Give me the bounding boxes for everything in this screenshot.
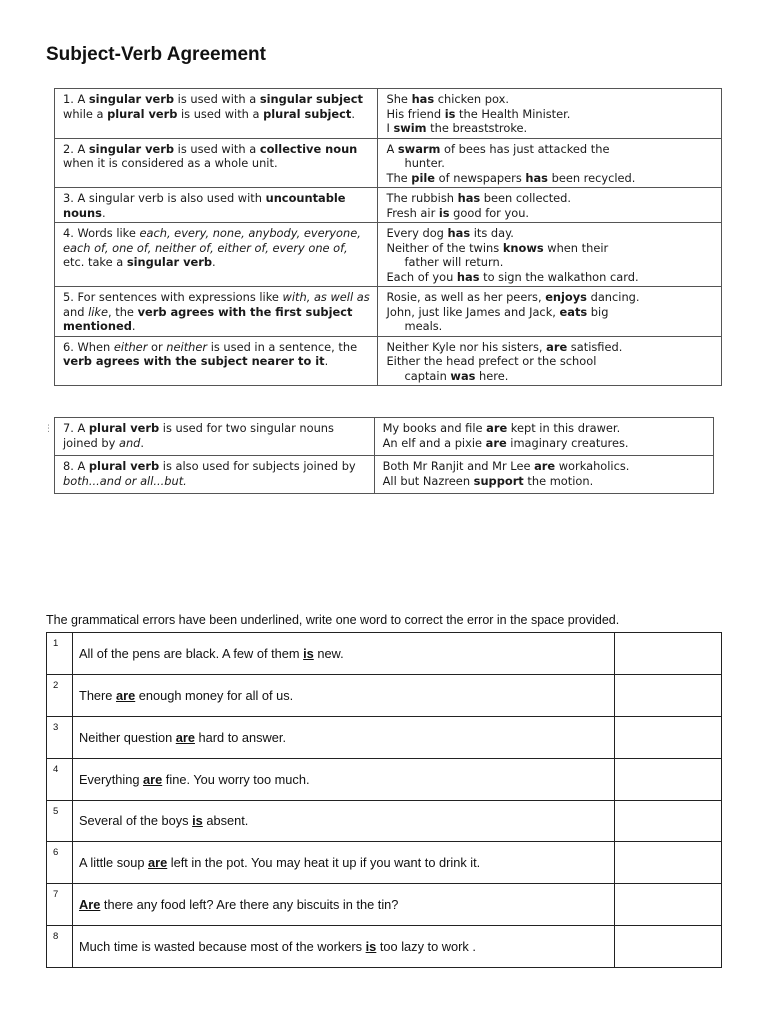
example-part: support xyxy=(473,473,524,488)
example-sentence xyxy=(386,290,715,305)
example-part: when their xyxy=(543,240,609,255)
rule-text-part: is used in a sentence, the xyxy=(207,339,358,354)
rule-text-part: neither xyxy=(166,339,208,354)
example-part: Every dog xyxy=(386,226,448,240)
sentence-part: there any food left? Are there any biscuits in the tin? xyxy=(100,897,399,913)
rule-text-part: 3. A singular verb is also used with xyxy=(63,191,266,205)
example-part: been collected. xyxy=(480,191,572,205)
sentence-part: Much time is wasted because most of the workers xyxy=(79,939,366,955)
answer-box[interactable] xyxy=(615,674,722,716)
example-part: Rosie, as well as her peers, xyxy=(386,290,546,304)
rule-text-part: plural subject xyxy=(263,106,352,121)
rule-text-part: while a xyxy=(63,106,108,121)
example-part: the breaststroke. xyxy=(426,121,528,135)
example-sentence xyxy=(386,241,715,256)
example-part: is xyxy=(438,205,450,220)
example-part: eats xyxy=(559,304,588,319)
example-sentence xyxy=(386,156,715,171)
answer-box[interactable] xyxy=(615,716,722,758)
answer-box[interactable] xyxy=(615,758,722,800)
example-part: good for you. xyxy=(449,205,530,220)
example-part: chicken pox. xyxy=(434,92,509,106)
example-sentence xyxy=(386,270,715,285)
exercise-instruction: The grammatical errors have been underlined, write one word to correct the error in the space provided. xyxy=(46,613,620,627)
answer-box[interactable] xyxy=(615,926,722,968)
underlined-error-word: is xyxy=(192,813,203,829)
page-title: Subject-Verb Agreement xyxy=(46,44,266,65)
rule-text-part: is used with a xyxy=(177,106,264,121)
rule-text xyxy=(55,188,378,223)
example-sentence xyxy=(386,171,715,186)
example-part: are xyxy=(486,421,508,435)
rule-text-part: is also used for subjects joined by xyxy=(159,459,356,473)
rules-table-1-row xyxy=(55,336,722,386)
underlined-error-word: is xyxy=(303,645,314,661)
example-sentence xyxy=(386,121,715,136)
rule-text-part: singular verb xyxy=(126,255,213,269)
example-part: are xyxy=(485,435,507,450)
rules-table-2-body xyxy=(55,418,714,494)
rule-text xyxy=(55,336,378,386)
question-number: 2 xyxy=(47,674,73,716)
example-part: swim xyxy=(393,121,427,135)
question-sentence xyxy=(73,926,615,968)
example-part: Each of you xyxy=(386,269,457,284)
question-number: 5 xyxy=(47,800,73,842)
underlined-error-word: are xyxy=(116,687,136,703)
question-number: 4 xyxy=(47,758,73,800)
example-part: satisfied. xyxy=(567,339,623,354)
rule-text-part: 7. A xyxy=(63,421,89,435)
question-number: 8 xyxy=(47,926,73,968)
example-part: is xyxy=(444,106,456,121)
example-part: An elf and a pixie xyxy=(382,435,486,450)
exercise-row xyxy=(47,800,722,842)
rule-examples xyxy=(378,223,722,287)
answer-box[interactable] xyxy=(615,842,722,884)
example-part: The xyxy=(386,170,412,185)
example-sentence xyxy=(386,354,715,369)
rule-examples xyxy=(378,138,722,188)
rule-text-part: when it is considered as a whole unit. xyxy=(63,156,278,170)
exercise-row xyxy=(47,884,722,926)
answer-box[interactable] xyxy=(615,884,722,926)
sentence-part: Everything xyxy=(79,771,144,787)
example-part: Either the head prefect or the school xyxy=(386,354,597,368)
example-part: All but Nazreen xyxy=(382,473,474,488)
rule-text-part: uncountable nouns xyxy=(63,191,346,220)
example-part: has xyxy=(411,92,435,106)
example-part: kept in this drawer. xyxy=(507,421,621,435)
exercise-row xyxy=(47,926,722,968)
rules-table-1-row xyxy=(55,223,722,287)
sentence-part: Neither question xyxy=(79,729,176,745)
rule-text-part: . xyxy=(101,205,106,220)
underlined-error-word: are xyxy=(175,729,195,745)
question-sentence xyxy=(73,716,615,758)
example-part: are xyxy=(546,339,568,354)
rule-text-part: . xyxy=(351,106,355,121)
example-sentence xyxy=(386,191,715,206)
rule-examples xyxy=(378,336,722,386)
question-sentence xyxy=(73,758,615,800)
rule-text-part: 6. When xyxy=(63,339,114,354)
question-number: 3 xyxy=(47,716,73,758)
sentence-part: new. xyxy=(313,645,344,661)
rules-table-1-row xyxy=(55,138,722,188)
rule-text-part: both...and or all...but. xyxy=(63,473,187,488)
rule-text-part: 1. A xyxy=(63,92,89,106)
exercise-row xyxy=(47,842,722,884)
example-sentence xyxy=(386,142,715,157)
rule-text-part: . xyxy=(131,319,136,333)
exercise-row xyxy=(47,716,722,758)
example-sentence xyxy=(386,305,715,320)
example-part: has xyxy=(456,269,480,284)
example-part: are xyxy=(534,459,556,473)
example-part: Fresh air xyxy=(386,205,439,220)
rule-examples xyxy=(374,418,713,456)
example-part: father will return. xyxy=(404,255,504,269)
question-sentence xyxy=(73,674,615,716)
sentence-part: too lazy to work . xyxy=(376,939,476,955)
margin-mark: ⋮ xyxy=(44,424,53,434)
rule-text-part: 8. A xyxy=(63,459,89,473)
example-part: of newspapers xyxy=(435,170,526,185)
example-part: Neither Kyle nor his sisters, xyxy=(386,339,547,354)
underlined-error-word: are xyxy=(143,771,163,787)
rule-text-part: plural verb xyxy=(88,421,160,435)
example-part: big xyxy=(587,304,609,319)
example-part: Both Mr Ranjit and Mr Lee xyxy=(382,459,535,473)
rule-text-part: collective noun xyxy=(259,141,358,156)
question-sentence xyxy=(73,800,615,842)
rule-text xyxy=(55,138,378,188)
rules-table-2 xyxy=(54,417,714,494)
example-part: swarm xyxy=(397,141,441,156)
rule-examples xyxy=(378,287,722,337)
rule-text-part: . xyxy=(212,255,216,269)
example-part: dancing. xyxy=(586,290,640,304)
example-part: hunter. xyxy=(404,156,445,170)
example-part: the Health Minister. xyxy=(455,106,571,121)
example-part: of bees has just attacked the xyxy=(440,141,610,156)
question-sentence xyxy=(73,884,615,926)
rule-examples xyxy=(378,188,722,223)
rule-text xyxy=(55,456,375,494)
rule-text-part: or xyxy=(147,339,167,354)
example-sentence xyxy=(386,369,715,384)
sentence-part: fine. You worry too much. xyxy=(162,771,310,787)
exercise-table xyxy=(46,632,722,968)
rule-text-part: with, as well as xyxy=(282,290,370,304)
rule-examples xyxy=(378,89,722,139)
example-part: I xyxy=(386,121,394,135)
rule-text-part: plural verb xyxy=(88,459,160,473)
sentence-part: absent. xyxy=(202,813,249,829)
example-sentence xyxy=(383,459,707,474)
example-part: meals. xyxy=(404,319,443,333)
question-number: 6 xyxy=(47,842,73,884)
underlined-error-word: is xyxy=(365,939,377,955)
example-part: here. xyxy=(475,368,509,383)
rule-text xyxy=(55,223,378,287)
question-number: 1 xyxy=(47,633,73,675)
example-part: to sign the walkathon card. xyxy=(479,269,639,284)
example-sentence xyxy=(386,340,715,355)
sentence-part: left in the pot. You may heat it up if you want to drink it. xyxy=(167,855,481,871)
example-part: the motion. xyxy=(523,473,594,488)
underlined-error-word: Are xyxy=(79,897,101,913)
question-sentence xyxy=(73,633,615,675)
rule-text xyxy=(55,287,378,337)
example-sentence xyxy=(386,92,715,107)
rules-table-2-row xyxy=(55,456,714,494)
exercise-row xyxy=(47,674,722,716)
example-part: She xyxy=(386,92,412,106)
example-part: has xyxy=(525,170,548,185)
rule-text-part: is used for two singular nouns joined by xyxy=(63,421,334,450)
example-part: imaginary creatures. xyxy=(506,435,629,450)
example-part: My books and file xyxy=(382,421,487,435)
example-sentence xyxy=(386,255,715,270)
rule-text-part: verb agrees with the first subject mentioned xyxy=(63,304,353,333)
sentence-part: enough money for all of us. xyxy=(135,687,294,703)
sentence-part: A little soup xyxy=(79,855,149,871)
sentence-part: There xyxy=(79,687,116,703)
rule-text xyxy=(55,89,378,139)
example-sentence xyxy=(386,107,715,122)
example-sentence xyxy=(383,436,707,451)
example-part: John, just like James and Jack, xyxy=(386,304,560,319)
example-part: The rubbish xyxy=(386,191,458,205)
example-sentence xyxy=(386,319,715,334)
sentence-part: hard to answer. xyxy=(194,729,287,745)
exercise-row xyxy=(47,758,722,800)
rule-examples xyxy=(374,456,713,494)
example-part: its day. xyxy=(470,226,514,240)
question-sentence xyxy=(73,842,615,884)
rules-table-1 xyxy=(54,88,722,383)
rules-table-2-row xyxy=(55,418,714,456)
rules-table-1-row xyxy=(55,89,722,139)
rule-text-part: singular verb xyxy=(88,141,175,156)
exercise-table-body xyxy=(47,633,722,968)
rule-text-part: 4. Words like xyxy=(63,226,140,240)
rule-text-part: singular subject xyxy=(259,92,363,106)
rule-text-part: and xyxy=(63,304,89,319)
rule-text-part: is used with a xyxy=(174,141,260,156)
rule-text-part: like xyxy=(88,304,108,319)
sentence-part: All of the pens are black. A few of them xyxy=(79,645,304,661)
example-part: A xyxy=(386,141,398,156)
example-part: pile xyxy=(411,170,435,185)
example-part: has xyxy=(447,226,471,240)
rule-text-part: 2. A xyxy=(63,141,89,156)
example-part: captain xyxy=(404,368,451,383)
rule-text-part: . xyxy=(324,354,329,368)
example-part: been recycled. xyxy=(547,170,636,185)
answer-box[interactable] xyxy=(615,800,722,842)
question-number: 7 xyxy=(47,884,73,926)
example-part: has xyxy=(457,191,481,205)
example-part: was xyxy=(450,368,476,383)
rule-text-part: . xyxy=(140,435,145,450)
example-part: Neither of the twins xyxy=(386,240,503,255)
example-part: workaholics. xyxy=(555,459,630,473)
rule-text-part: each, every, none, anybody, everyone, each of, one of, neither of, either of, every one of, xyxy=(63,226,361,255)
rule-text-part: is used with a xyxy=(174,92,260,106)
rules-table-1-body xyxy=(55,89,722,386)
rule-text-part: , the xyxy=(108,304,138,319)
rule-text-part: either xyxy=(113,339,148,354)
rule-text-part: verb agrees with the subject nearer to it xyxy=(63,354,325,368)
exercise-row xyxy=(47,633,722,675)
sentence-part: Several of the boys xyxy=(79,813,193,829)
rule-text xyxy=(55,418,375,456)
example-part: His friend xyxy=(386,106,445,121)
example-sentence xyxy=(383,421,707,436)
underlined-error-word: are xyxy=(148,855,168,871)
rule-text-part: plural verb xyxy=(107,106,178,121)
example-part: enjoys xyxy=(545,290,587,304)
rules-table-1-row xyxy=(55,188,722,223)
rules-table-1-row xyxy=(55,287,722,337)
example-sentence xyxy=(386,206,715,221)
rule-text-part: 5. For sentences with expressions like xyxy=(63,290,283,304)
rule-text-part: singular verb xyxy=(88,92,175,106)
example-sentence xyxy=(386,226,715,241)
rule-text-part: etc. take a xyxy=(63,255,127,269)
rule-text-part: and xyxy=(118,435,141,450)
example-part: knows xyxy=(502,240,544,255)
example-sentence xyxy=(383,474,707,489)
answer-box[interactable] xyxy=(615,633,722,675)
